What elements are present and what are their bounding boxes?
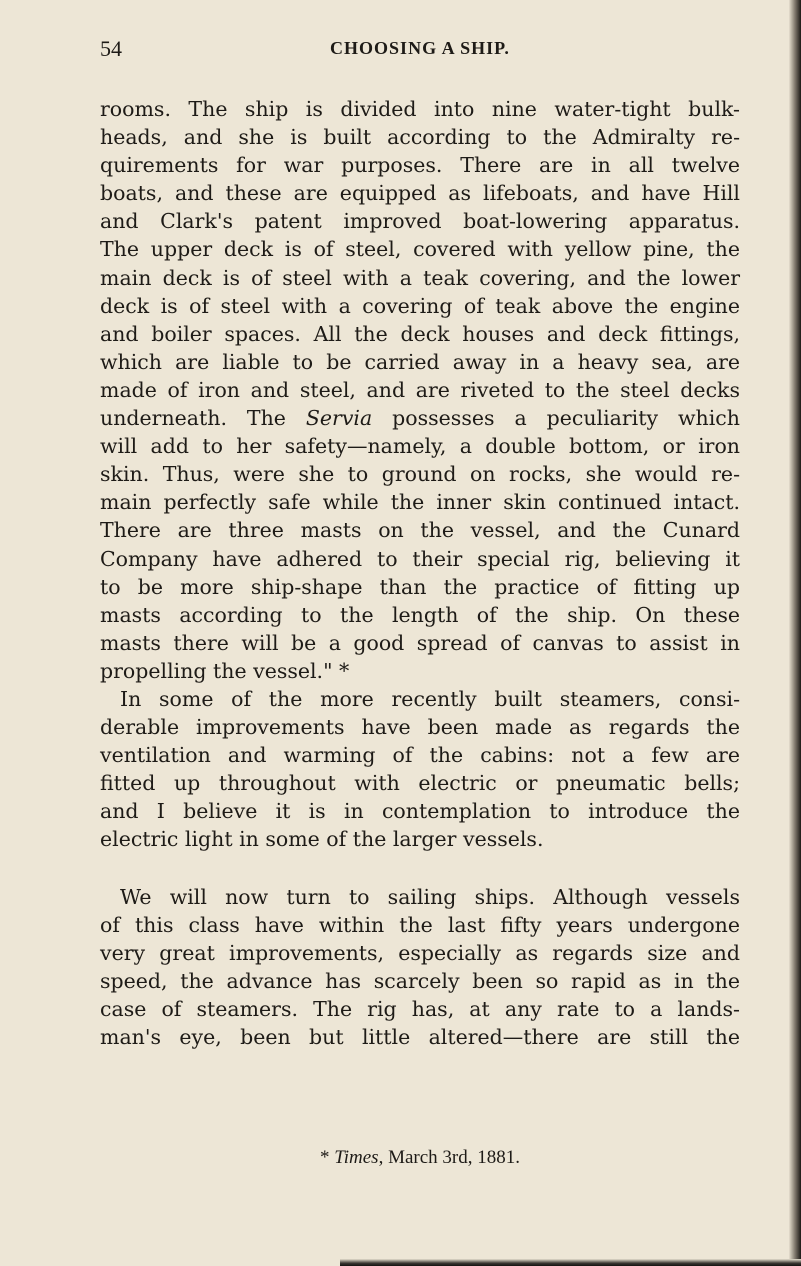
text-line: The upper deck is of steel, covered with yellow pine, the (100, 237, 740, 262)
ship-name-italic: Servia (305, 406, 373, 431)
text-line: fitted up throughout with electric or pneumatic bells; (100, 771, 740, 796)
text-line: to be more ship-shape than the practice of fitting up (100, 574, 740, 599)
text-line: and boiler spaces. All the deck houses and deck fittings, (100, 321, 740, 346)
text-line: main perfectly safe while the inner skin continued intact. (100, 490, 740, 515)
text-line: There are three masts on the vessel, and the Cunard (100, 518, 740, 543)
text-line: electric light in some of the larger vessels. (100, 827, 544, 852)
text-line: quirements for war purposes. There are in all twelve (100, 153, 740, 178)
page-header (100, 36, 740, 66)
text-line-servia (100, 404, 740, 432)
text-line: deck is of steel with a covering of teak above the engine (100, 293, 740, 318)
text-line: made of iron and steel, and are riveted to the steel decks (100, 377, 740, 402)
footnote-marker: * (319, 1147, 335, 1168)
text-line: heads, and she is built according to the Admiralty re- (100, 125, 740, 150)
running-head: CHOOSING A SHIP. (330, 38, 510, 58)
footnote-date: , March 3rd, 1881. (378, 1147, 521, 1168)
text-line: We will now turn to sailing ships. Although vessels (120, 884, 740, 909)
text-line: and I believe it is in contemplation to introduce the (100, 799, 740, 824)
text-line: skin. Thus, were she to ground on rocks, she would re- (100, 462, 740, 487)
footnote-source: Times (334, 1147, 379, 1168)
paragraph-3 (100, 883, 740, 1052)
page-number: 54 (100, 36, 122, 61)
text-line: rooms. The ship is divided into nine water-tight bulk- (100, 97, 740, 121)
text-line: masts there will be a good spread of canvas to assist in (100, 630, 740, 655)
footnote (100, 1147, 740, 1169)
text-line: In some of the more recently built steamers, consi- (120, 686, 740, 711)
text-line: boats, and these are equipped as lifeboats, and have Hill (100, 181, 740, 206)
text-line: ventilation and warming of the cabins: not a few are (100, 743, 740, 768)
text-line: very great improvements, especially as regards size and (100, 940, 740, 965)
text-line: which are liable to be carried away in a heavy sea, are (100, 349, 740, 374)
body-text (100, 95, 740, 1051)
text-line: derable improvements have been made as regards the (100, 715, 740, 740)
text-line: and Clark's patent improved boat-lowering apparatus. (100, 209, 740, 234)
text-run: underneath. The (100, 406, 306, 431)
page-edge-shadow (789, 0, 801, 1266)
text-line: masts according to the length of the ship. On these (100, 602, 740, 627)
text-line: Company have adhered to their special rig, believing it (100, 546, 740, 571)
text-line: of this class have within the last fifty years undergone (100, 912, 740, 937)
text-line: propelling the vessel." * (100, 658, 350, 683)
text-line: will add to her safety—namely, a double bottom, or iron (100, 434, 740, 459)
paragraph-2 (100, 685, 740, 854)
paragraph-1 (100, 95, 740, 685)
page-bottom-edge (340, 1259, 801, 1266)
text-line: main deck is of steel with a teak covering, and the lower (100, 265, 740, 290)
text-run: possesses a peculiarity which (372, 406, 740, 431)
text-line: man's eye, been but little altered—there are still the (100, 1025, 740, 1049)
text-line: speed, the advance has scarcely been so rapid as in the (100, 968, 740, 993)
paragraph-spacer (100, 854, 740, 883)
text-line: case of steamers. The rig has, at any rate to a lands- (100, 996, 740, 1021)
